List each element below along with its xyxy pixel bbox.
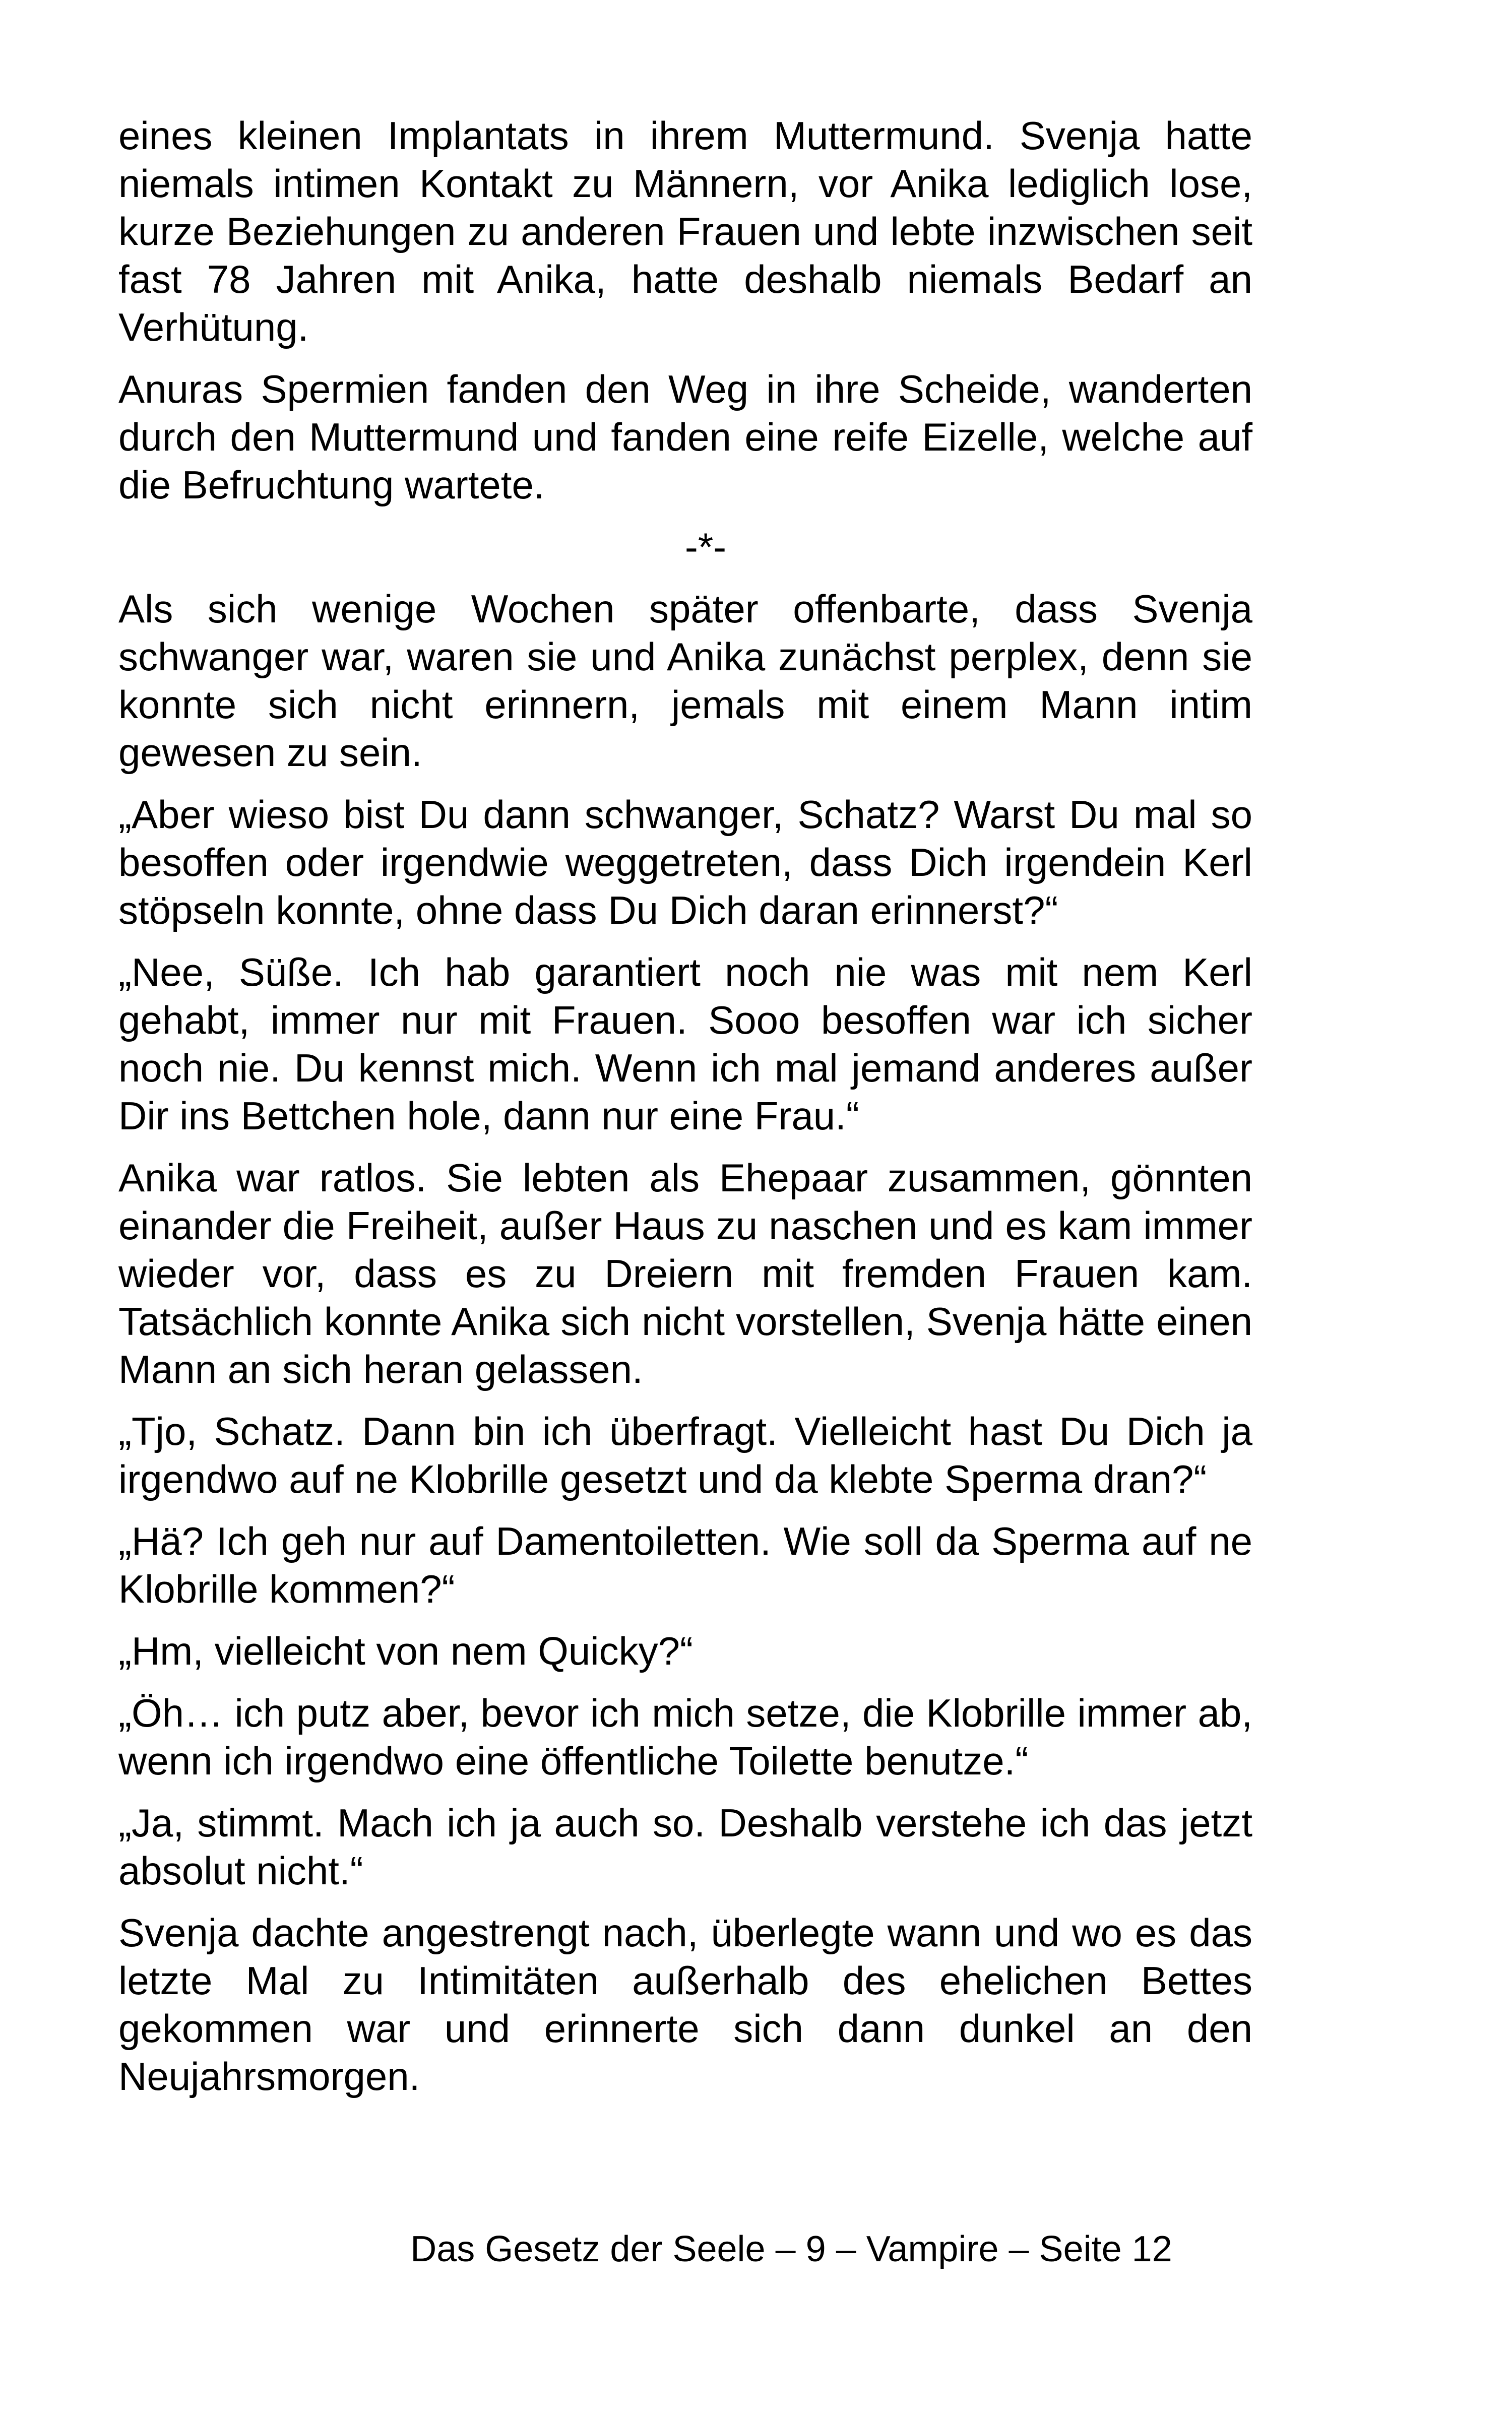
paragraph: Als sich wenige Wochen später offenbarte, dass Svenja schwanger war, waren sie und Anika zunächst perplex, denn sie konnte sich nicht erinnern, jemals mit einem Mann intim gewesen zu sein. bbox=[118, 587, 1252, 775]
paragraph: „Hm, vielleicht von nem Quicky?“ bbox=[118, 1629, 693, 1673]
scene-separator: -*- bbox=[684, 525, 727, 569]
paragraph: „Tjo, Schatz. Dann bin ich überfragt. Vielleicht hast Du Dich ja irgendwo auf ne Klobrille gesetzt und da klebte Sperma dran?“ bbox=[118, 1409, 1252, 1501]
paragraph: „Ja, stimmt. Mach ich ja auch so. Deshalb verstehe ich das jetzt absolut nicht.“ bbox=[118, 1801, 1252, 1893]
paragraph: „Nee, Süße. Ich hab garantiert noch nie was mit nem Kerl gehabt, immer nur mit Frauen. Sooo besoffen war ich sicher noch nie. Du kennst mich. Wenn ich mal jemand anderes außer Dir ins Bettchen hole, dann nur eine Frau.“ bbox=[118, 950, 1252, 1138]
paragraph: „Hä? Ich geh nur auf Damentoiletten. Wie soll da Sperma auf ne Klobrille kommen?“ bbox=[118, 1519, 1252, 1611]
text-body bbox=[118, 112, 1252, 2101]
paragraph: eines kleinen Implantats in ihrem Muttermund. Svenja hatte niemals intimen Kontakt zu Männern, vor Anika lediglich lose, kurze Beziehungen zu anderen Frauen und lebte inzwischen seit fast 78 Jahren mit Anika, hatte deshalb niemals Bedarf an Verhütung. bbox=[118, 113, 1252, 349]
paragraph: Anika war ratlos. Sie lebten als Ehepaar zusammen, gönnten einander die Freiheit, außer Haus zu naschen und es kam immer wieder vor, dass es zu Dreiern mit fremden Frauen kam. Tatsächlich konnte Anika sich nicht vorstellen, Svenja hätte einen Mann an sich heran gelassen. bbox=[118, 1156, 1252, 1391]
paragraph: Svenja dachte angestrengt nach, überlegte wann und wo es das letzte Mal zu Intimitäten außerhalb des ehelichen Bettes gekommen war und erinnerte sich dann dunkel an den Neujahrsmorgen. bbox=[118, 1911, 1252, 2098]
paragraph: Anuras Spermien fanden den Weg in ihre Scheide, wanderten durch den Muttermund und fanden eine reife Eizelle, welche auf die Befruchtung wartete. bbox=[118, 367, 1252, 507]
paragraph: „Öh… ich putz aber, bevor ich mich setze, die Klobrille immer ab, wenn ich irgendwo eine öffentliche Toilette benutze.“ bbox=[118, 1691, 1252, 1783]
paragraph: „Aber wieso bist Du dann schwanger, Schatz? Warst Du mal so besoffen oder irgendwie weggetreten, dass Dich irgendein Kerl stöpseln konnte, ohne dass Du Dich daran erinnerst?“ bbox=[118, 792, 1252, 932]
page-footer bbox=[0, 2227, 1512, 2272]
footer-text: Das Gesetz der Seele – 9 – Vampire – Seite 12 bbox=[410, 2229, 1172, 2269]
